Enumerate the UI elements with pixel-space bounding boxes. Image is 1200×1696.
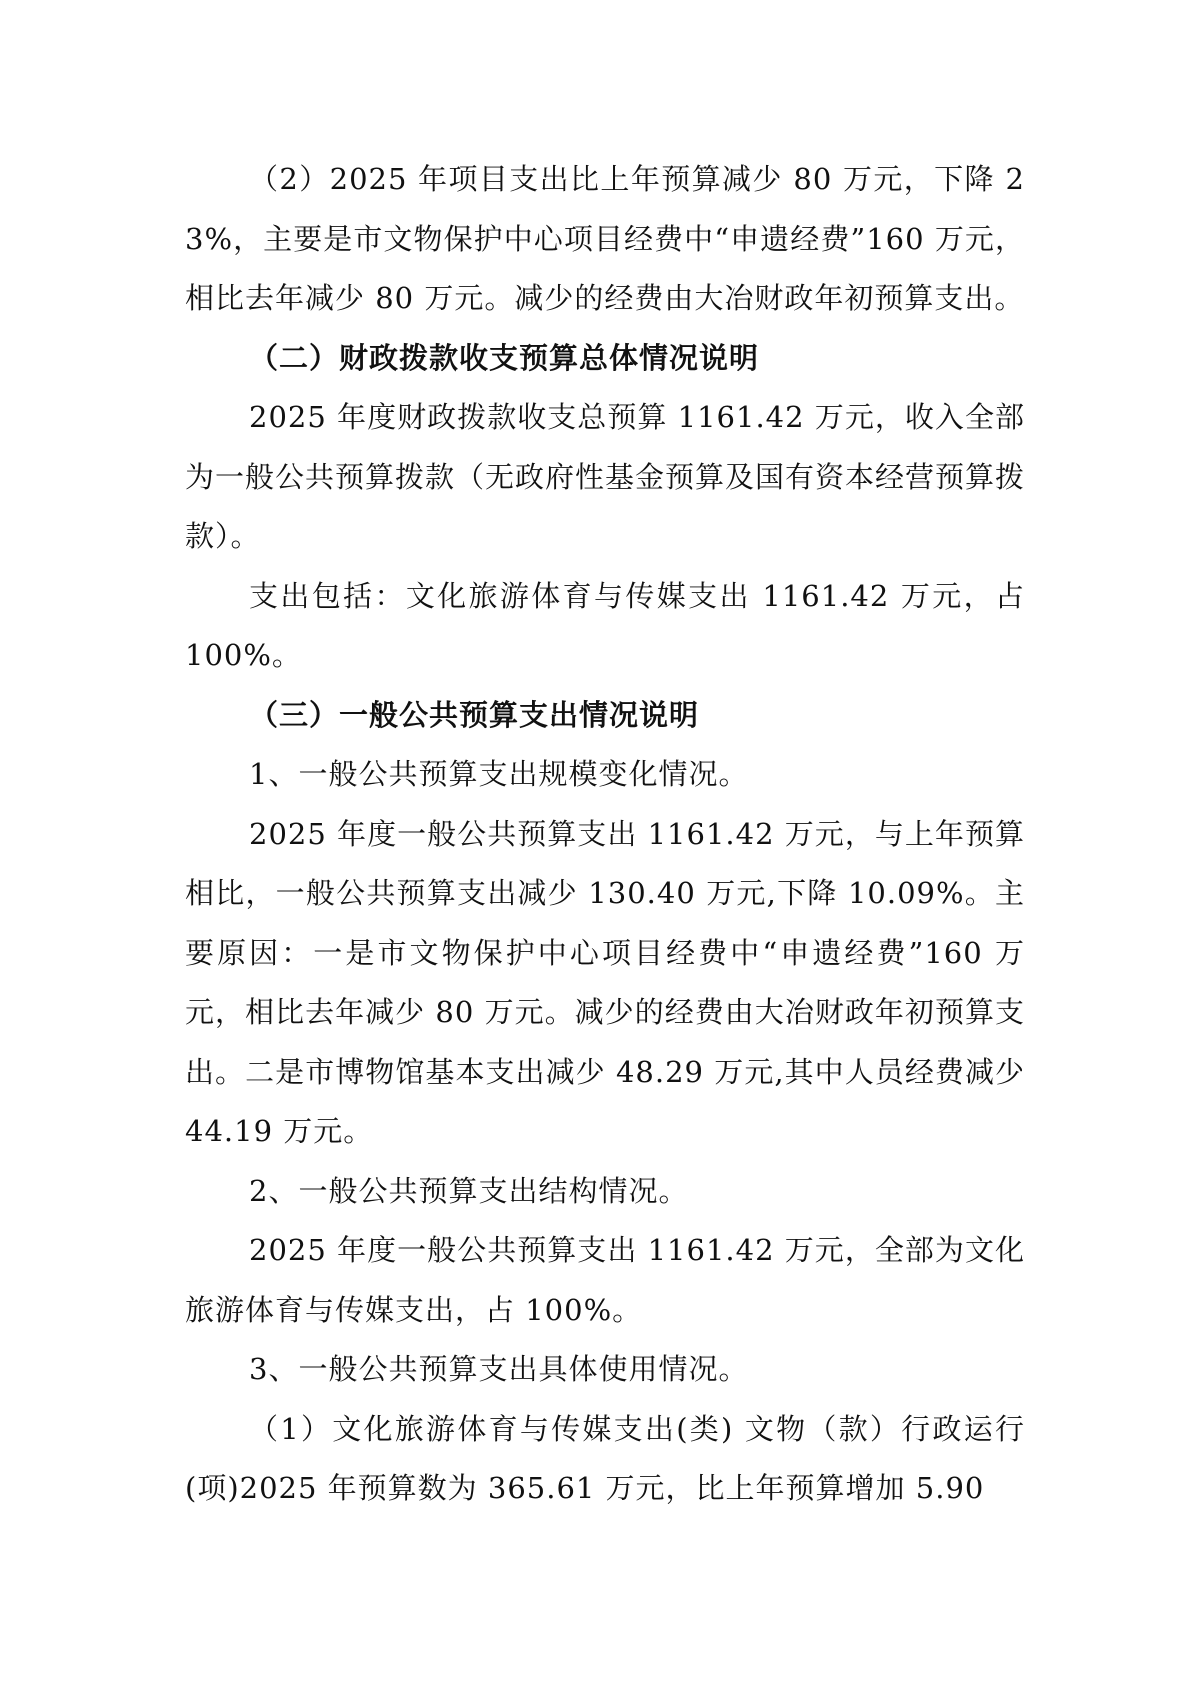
paragraph-structure: 2025 年度一般公共预算支出 1161.42 万元，全部为文化旅游体育与传媒支出，占 100%。 bbox=[185, 1233, 1025, 1327]
paragraph-scale-change: 2025 年度一般公共预算支出 1161.42 万元，与上年预算相比，一般公共预算支出减少 130.40 万元,下降 10.09%。主要原因：一是市文物保护中心项目经费中“申遗经费”160 万元，相比去年减少 80 万元。减少的经费由大冶财政年初预算支出。二是市博物馆基本支出减少 48.29 万元,其中人员经费减少 44.19 万元。 bbox=[185, 816, 1025, 1148]
document-page bbox=[185, 150, 1025, 1519]
paragraph-project-expenditure: （2）2025 年项目支出比上年预算减少 80 万元，下降 23%，主要是市文物保护中心项目经费中“申遗经费”160 万元，相比去年减少 80 万元。减少的经费由大冶财政年初预算支出。 bbox=[185, 162, 1025, 315]
paragraph-expenditure-includes: 支出包括：文化旅游体育与传媒支出 1161.42 万元，占 100%。 bbox=[185, 578, 1025, 672]
subheading-scale-change: 1、一般公共预算支出规模变化情况。 bbox=[249, 757, 749, 791]
section-heading-fiscal-appropriation: （二）财政拨款收支预算总体情况说明 bbox=[249, 340, 760, 375]
paragraph-total-budget: 2025 年度财政拨款收支总预算 1161.42 万元，收入全部为一般公共预算拨款（无政府性基金预算及国有资本经营预算拨款）。 bbox=[185, 400, 1026, 553]
subheading-structure: 2、一般公共预算支出结构情况。 bbox=[249, 1173, 689, 1208]
section-heading-general-public-budget: （三）一般公共预算支出情况说明 bbox=[249, 697, 700, 732]
subheading-specific-use: 3、一般公共预算支出具体使用情况。 bbox=[249, 1352, 749, 1386]
paragraph-specific-use: （1）文化旅游体育与传媒支出(类) 文物（款）行政运行(项)2025 年预算数为 365.61 万元，比上年预算增加 5.90 bbox=[185, 1411, 1025, 1505]
